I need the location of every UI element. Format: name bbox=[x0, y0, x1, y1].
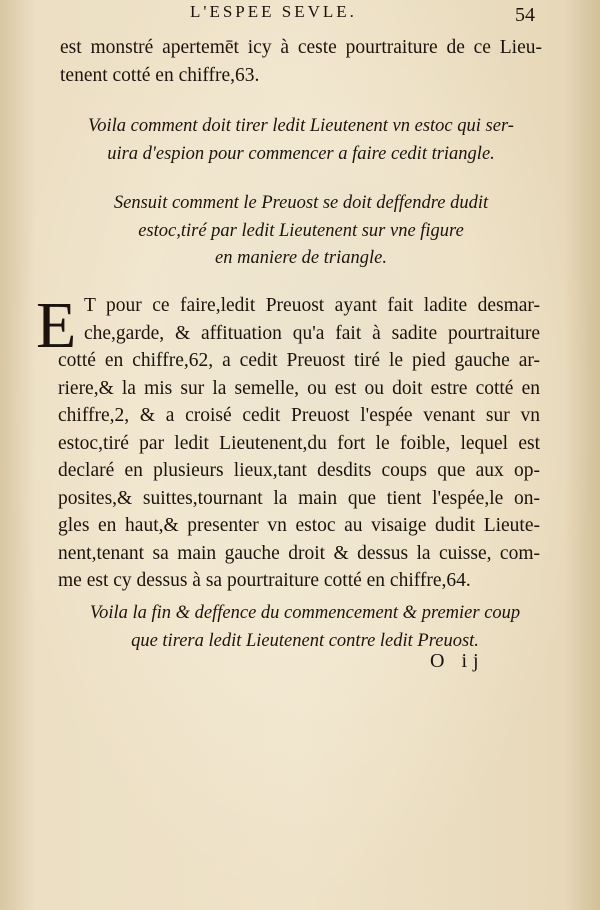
body-line: nent,tenant sa main gauche droit & dessus la cuisse, com- bbox=[58, 542, 540, 564]
caption-line: que tirera ledit Lieutenent contre ledit Preuost. bbox=[131, 630, 479, 651]
body-line: posites,& suittes,tournant la main que tient l'espée,le on- bbox=[58, 487, 540, 509]
caption-line: uira d'espion pour commencer a faire cedit triangle. bbox=[107, 143, 495, 164]
caption-espion bbox=[60, 113, 542, 168]
body-line: cotté en chiffre,62, a cedit Preuost tiré le pied gauche ar- bbox=[58, 350, 540, 371]
caption-line: estoc,tiré par ledit Lieutenent sur vne figure bbox=[138, 220, 464, 241]
page-number: 54 bbox=[515, 4, 535, 26]
body-line: riere,& la mis sur la semelle, ou est ou doit estre cotté en bbox=[58, 377, 540, 399]
intro-line: est monstré apertemēt icy à ceste pourtraiture de ce Lieu- bbox=[60, 37, 542, 58]
body-line: declaré en plusieurs lieux,tant desdits coups que aux op- bbox=[58, 460, 540, 481]
body-line: me est cy dessus à sa pourtraiture cotté en chiffre,64. bbox=[58, 570, 471, 591]
signature-mark: O ij bbox=[430, 650, 485, 672]
intro-paragraph bbox=[60, 34, 542, 89]
drop-cap: E bbox=[36, 289, 77, 362]
caption-line: Sensuit comment le Preuost se doit deffendre dudit bbox=[113, 193, 489, 213]
caption-line: Voila la fin & deffence du commencement & premier coup bbox=[89, 603, 521, 623]
body-line: estoc,tiré par ledit Lieutenent,du fort le foible, lequel est bbox=[58, 432, 540, 454]
body-paragraph bbox=[84, 292, 540, 347]
body-line: gles en haut,& presenter vn estoc au visaige dudit Lieute- bbox=[58, 515, 540, 536]
caption-line: en maniere de triangle. bbox=[215, 248, 387, 268]
caption-conclusion bbox=[70, 600, 540, 655]
body-line: chiffre,2, & a croisé cedit Preuost l'espée venant sur vn bbox=[58, 405, 540, 426]
intro-line: tenent cotté en chiffre,63. bbox=[60, 64, 260, 86]
body-line: che,garde, & affituation qu'a fait à sadite pourtraiture bbox=[84, 322, 540, 344]
caption-line: Voila comment doit tirer ledit Lieutenent vn estoc qui ser- bbox=[88, 116, 514, 136]
caption-defense-heading bbox=[60, 190, 542, 273]
body-paragraph-continued bbox=[58, 347, 540, 595]
body-line: T pour ce faire,ledit Preuost ayant fait ladite desmar- bbox=[84, 295, 540, 316]
running-title: L'ESPEE SEVLE. bbox=[190, 2, 357, 21]
